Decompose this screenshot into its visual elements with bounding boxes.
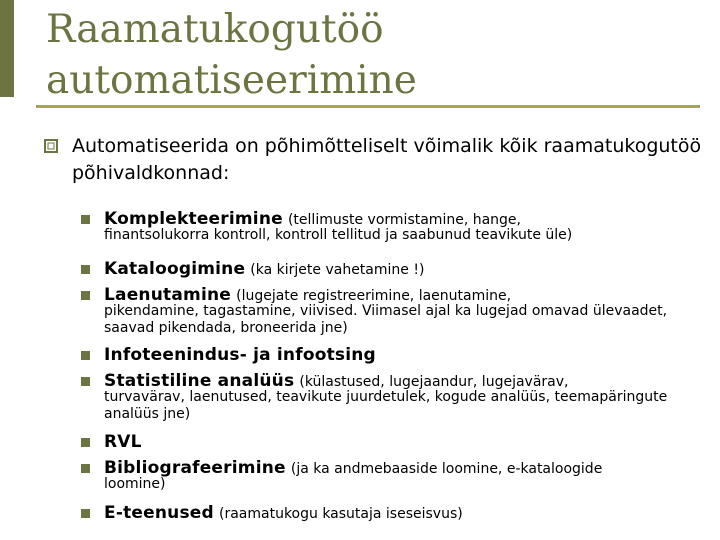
title-line-1: Raamatukogutöö [46, 7, 384, 52]
item-detail-continued: pikendamine, tagastamine, viivised. Viimasel ajal ka lugejad omavad ülevaadet, saavad pikendada, broneerida jne) [104, 303, 668, 336]
title-underline [36, 105, 700, 108]
item-detail: (tellimuste vormistamine, hange, [287, 212, 521, 228]
item-detail-continued: finantsolukorra kontroll, kontroll tellitud ja saabunud teavikute üle) [104, 227, 573, 243]
filled-square-bullet-icon [81, 265, 90, 274]
filled-square-bullet-icon [81, 509, 90, 518]
item-detail-continued: loomine) [104, 476, 166, 492]
item-detail: (ja ka andmebaaside loomine, e-kataloogide [290, 461, 603, 477]
filled-square-bullet-icon [81, 291, 90, 300]
item-heading: E-teenused [104, 503, 214, 523]
item-detail: (lugejate registreerimine, laenutamine, [236, 288, 512, 304]
filled-square-bullet-icon [81, 377, 90, 386]
item-heading: RVL [104, 432, 142, 452]
filled-square-bullet-icon [81, 438, 90, 447]
item-heading: Kataloogimine [104, 259, 246, 279]
item-heading: Komplekteerimine [104, 209, 283, 229]
main-bullet-text: Automatiseerida on põhimõtteliselt võimalik kõik raamatukogutöö põhivaldkonnad: [72, 135, 702, 184]
item-heading: Bibliografeerimine [104, 458, 286, 478]
item-detail: (raamatukogu kasutaja iseseisvus) [218, 506, 463, 522]
item-heading: Laenutamine [104, 285, 232, 305]
item-detail: (ka kirjete vahetamine !) [250, 262, 425, 278]
filled-square-bullet-icon [81, 464, 90, 473]
title-accent-bar [0, 0, 14, 97]
item-detail-continued: turvavärav, laenutused, teavikute juurdetulek, kogude analüüs, teemapäringute analüüs jne) [104, 389, 668, 422]
title-line-2: automatiseerimine [46, 58, 417, 103]
item-heading: Infoteenindus- ja infootsing [104, 345, 376, 365]
item-detail: (külastused, lugejaandur, lugejavärav, [299, 374, 569, 390]
item-heading: Statistiline analüüs [104, 371, 295, 391]
page-title [46, 4, 706, 106]
filled-square-bullet-icon [81, 215, 90, 224]
filled-square-bullet-icon [81, 351, 90, 360]
hollow-square-bullet-icon [44, 139, 58, 153]
